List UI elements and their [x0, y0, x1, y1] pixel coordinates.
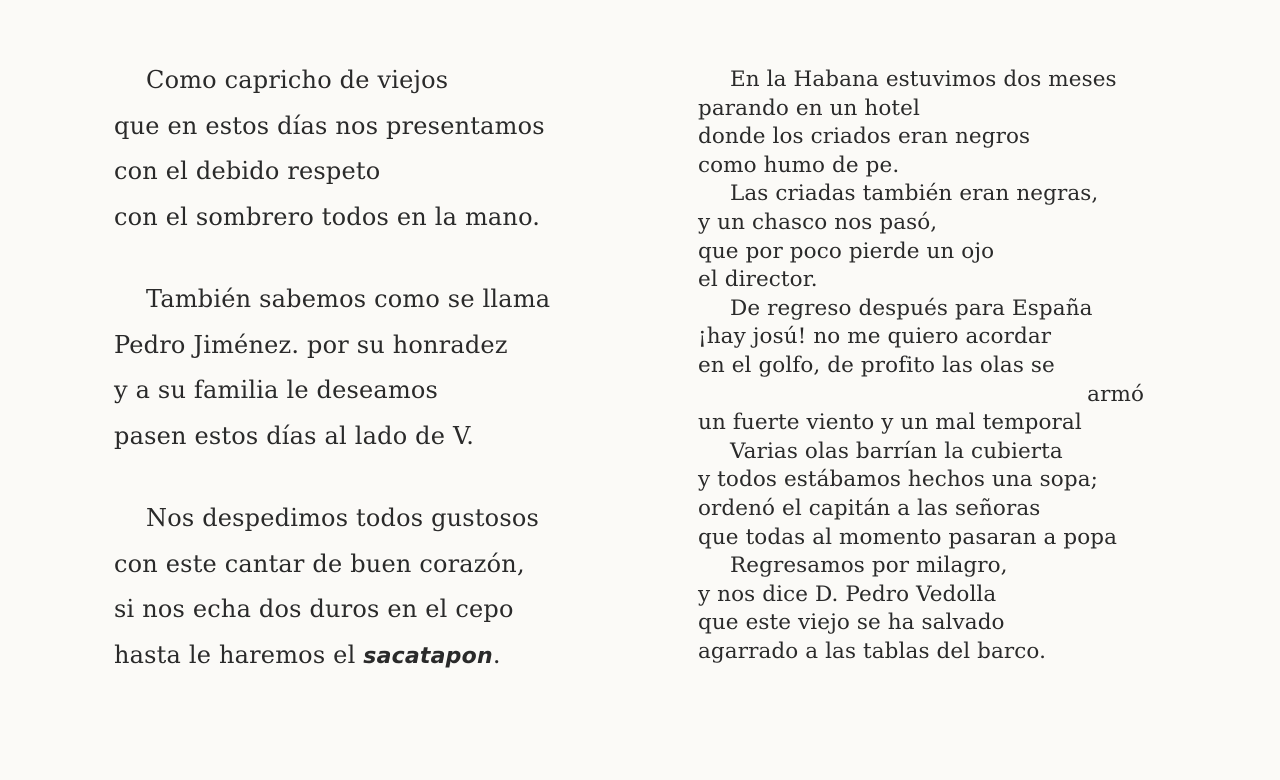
verse-line: pasen estos días al lado de V.: [114, 421, 475, 450]
verse-line: que todas al momento pasaran a popa: [698, 524, 1118, 550]
verse-line: Como capricho de viejos: [146, 66, 449, 94]
verse-line: Nos despedimos todos gustosos: [146, 504, 539, 532]
stanza-2: [114, 277, 614, 459]
verse-line: y nos dice D. Pedro Vedolla: [698, 581, 997, 607]
verse-line-last: [114, 633, 614, 679]
verse-line: Regresamos por milagro,: [730, 553, 1008, 579]
verse-line: y a su familia le deseamos: [114, 376, 439, 404]
verse-line: Varias olas barrían la cubierta: [730, 438, 1063, 464]
verse-line: En la Habana estuvimos dos meses: [730, 67, 1117, 92]
verse-line: y todos estábamos hechos una sopa;: [698, 467, 1098, 493]
verse-line: como humo de pe.: [698, 152, 900, 178]
verse-text: hasta le haremos el: [114, 640, 356, 669]
verse-line: donde los criados eran negros: [698, 124, 1031, 150]
verse-line: Pedro Jiménez. por su honradez: [114, 330, 508, 359]
verse-line: en el golfo, de profito las olas se: [698, 352, 1055, 378]
verse-line: con el debido respeto: [114, 157, 381, 185]
stanza-3: [114, 496, 614, 678]
verse-line: ¡hay josú! no me quiero acordar: [698, 324, 1052, 350]
verse-line: que por poco pierde un ojo: [698, 238, 995, 264]
left-column: [114, 58, 614, 715]
verse-line: un fuerte viento y un mal temporal: [698, 410, 1082, 436]
verse-line-continuation: armó: [1087, 381, 1144, 407]
verse-end-punct: .: [492, 640, 501, 669]
verse-line: y un chasco nos pasó,: [698, 209, 938, 235]
verse-line: También sabemos como se llama: [146, 285, 551, 313]
verse-line: parando en un hotel: [698, 95, 920, 121]
verse-line: si nos echa dos duros en el cepo: [114, 595, 514, 623]
verse-line: el director.: [698, 267, 818, 293]
verse-line: con este cantar de buen corazón,: [114, 549, 525, 578]
verse-line: ordenó el capitán a las señoras: [698, 495, 1041, 521]
italic-word: sacatapon: [363, 643, 493, 669]
verse-line: agarrado a las tablas del barco.: [698, 638, 1047, 664]
verse-line: con el sombrero todos en la mano.: [114, 202, 541, 231]
right-column: [698, 66, 1150, 666]
verse-line: que este viejo se ha salvado: [698, 610, 1005, 636]
verse-line: Las criadas también eran negras,: [730, 181, 1099, 207]
verse-line: De regreso después para España: [730, 295, 1093, 321]
verse-line: que en estos días nos presentamos: [114, 111, 545, 140]
stanza-1: [114, 58, 614, 240]
